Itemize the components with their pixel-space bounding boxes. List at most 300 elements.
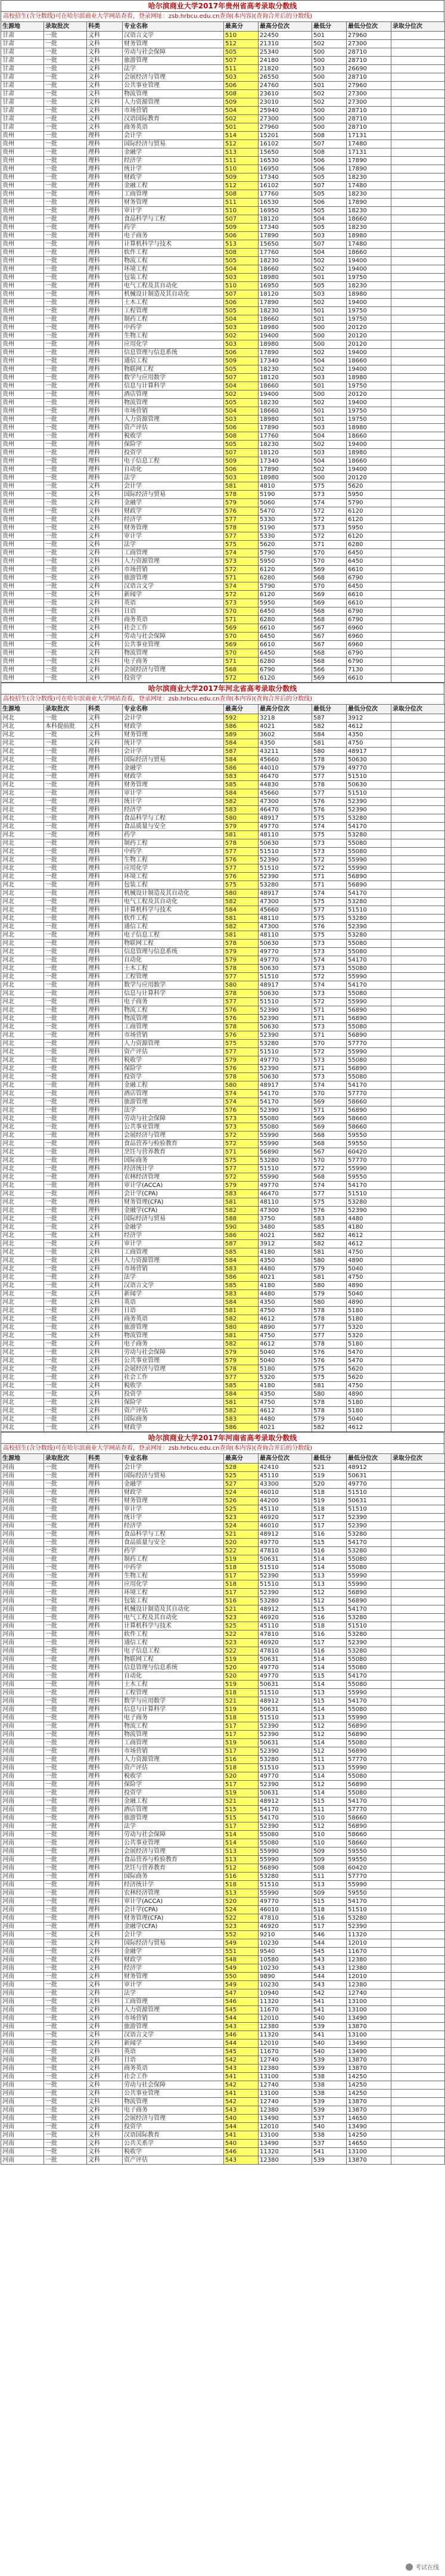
table-cell: 581 bbox=[224, 1198, 259, 1207]
table-cell: 51510 bbox=[347, 1190, 391, 1198]
table-cell: 一批 bbox=[44, 1323, 87, 1332]
table-cell: 一批 bbox=[44, 274, 87, 282]
table-cell: 51510 bbox=[259, 1689, 312, 1697]
table-cell: 544 bbox=[312, 1973, 347, 1981]
table-cell: 579 bbox=[312, 1265, 347, 1273]
table-cell: 507 bbox=[312, 240, 347, 249]
table-cell: 河北 bbox=[1, 1182, 44, 1190]
table-cell: 文科 bbox=[87, 1390, 123, 1399]
table-cell: 文科 bbox=[87, 1365, 123, 1374]
table-row bbox=[1, 2090, 445, 2098]
table-cell: 517 bbox=[224, 1822, 259, 1831]
table-cell: 经济统计学 bbox=[123, 1881, 224, 1889]
table-row bbox=[1, 2014, 445, 2023]
table-cell: 573 bbox=[312, 948, 347, 956]
table-cell: 理科 bbox=[87, 1923, 123, 1931]
table-cell: 571 bbox=[312, 1065, 347, 1073]
table-cell: 5040 bbox=[347, 1265, 391, 1273]
table-cell: 理科 bbox=[87, 1656, 123, 1664]
table-cell: 586 bbox=[224, 1424, 259, 1432]
table-cell: 文科 bbox=[87, 1415, 123, 1424]
table-cell: 503 bbox=[224, 73, 259, 82]
table-cell: 一批 bbox=[44, 1132, 87, 1140]
table-row bbox=[1, 1273, 445, 1282]
table-cell: 甘肃 bbox=[1, 82, 44, 90]
table-cell: 审计学 bbox=[123, 1240, 224, 1248]
table-cell: 河南 bbox=[1, 1847, 44, 1856]
table-cell: 4612 bbox=[347, 1424, 391, 1432]
table-cell: 13100 bbox=[259, 2090, 312, 2098]
table-cell: 一批 bbox=[44, 365, 87, 374]
table-row bbox=[1, 1589, 445, 1597]
table-cell: 524 bbox=[224, 1489, 259, 1497]
table-cell: 583 bbox=[312, 1215, 347, 1223]
table-cell: 55990 bbox=[347, 1580, 391, 1589]
table-cell: 一批 bbox=[44, 1407, 87, 1415]
table-cell bbox=[391, 265, 445, 274]
table-cell: 河北 bbox=[1, 1290, 44, 1298]
table-cell: 505 bbox=[312, 282, 347, 290]
table-cell: 574 bbox=[312, 1081, 347, 1090]
table-cell: 51510 bbox=[259, 1714, 312, 1722]
table-cell: 理科 bbox=[87, 1123, 123, 1132]
table-cell bbox=[391, 165, 445, 173]
table-cell: 理科 bbox=[87, 1714, 123, 1722]
table-cell: 河南 bbox=[1, 2140, 44, 2148]
table-cell: 理科 bbox=[87, 157, 123, 165]
table-cell: 河南 bbox=[1, 1956, 44, 1964]
table-row bbox=[1, 2140, 445, 2148]
table-cell: 一批 bbox=[44, 931, 87, 940]
table-cell bbox=[391, 1332, 445, 1340]
table-cell: 人力资源管理 bbox=[123, 98, 224, 107]
table-cell: 55080 bbox=[347, 1555, 391, 1564]
table-row bbox=[1, 1374, 445, 1382]
table-cell: 河南 bbox=[1, 1989, 44, 1998]
table-row bbox=[1, 1048, 445, 1056]
table-cell: 13100 bbox=[347, 2006, 391, 2014]
table-cell: 一批 bbox=[44, 1664, 87, 1672]
table-cell: 51510 bbox=[259, 1165, 312, 1173]
table-row bbox=[1, 290, 445, 299]
table-cell: 50631 bbox=[259, 1681, 312, 1689]
table-cell: 580 bbox=[312, 748, 347, 756]
table-cell: 理科 bbox=[87, 823, 123, 831]
table-row bbox=[1, 1906, 445, 1914]
table-cell: 一批 bbox=[44, 649, 87, 658]
table-cell: 572 bbox=[224, 1140, 259, 1148]
table-cell: 国际经济与贸易 bbox=[123, 1215, 224, 1223]
table-cell: 522 bbox=[224, 1630, 259, 1639]
table-cell: 河南 bbox=[1, 1622, 44, 1630]
table-cell: 一批 bbox=[44, 1357, 87, 1365]
table-cell: 河北 bbox=[1, 1198, 44, 1207]
table-cell: 566 bbox=[312, 666, 347, 674]
table-cell: 575 bbox=[312, 898, 347, 906]
table-cell bbox=[391, 1480, 445, 1489]
table-cell: 会计学 bbox=[123, 482, 224, 491]
table-cell: 13870 bbox=[347, 2098, 391, 2106]
table-cell bbox=[391, 1939, 445, 1948]
table-cell: 甘肃 bbox=[1, 32, 44, 40]
table-cell: 一批 bbox=[44, 173, 87, 182]
table-cell: 579 bbox=[224, 1349, 259, 1357]
table-cell bbox=[391, 390, 445, 399]
table-cell: 513 bbox=[224, 1889, 259, 1898]
table-cell: 518 bbox=[224, 1580, 259, 1589]
table-cell: 一批 bbox=[44, 940, 87, 948]
column-header: 录取分位次 bbox=[391, 1454, 445, 1464]
table-cell: 河南 bbox=[1, 1973, 44, 1981]
table-cell: 13490 bbox=[347, 2048, 391, 2056]
table-cell: 一批 bbox=[44, 1081, 87, 1090]
table-row bbox=[1, 1265, 445, 1273]
table-cell bbox=[391, 2056, 445, 2064]
table-cell: 金融学(CFA) bbox=[123, 1207, 224, 1215]
table-cell: 食品科学与工程 bbox=[123, 215, 224, 224]
table-cell bbox=[391, 1123, 445, 1132]
table-cell: 581 bbox=[224, 1399, 259, 1407]
table-cell bbox=[391, 1948, 445, 1956]
table-cell: 一批 bbox=[44, 1656, 87, 1664]
table-cell: 理科 bbox=[87, 1681, 123, 1689]
table-cell: 19400 bbox=[347, 441, 391, 449]
table-cell: 生物工程 bbox=[123, 1572, 224, 1580]
table-cell: 经济统计学 bbox=[123, 1165, 224, 1173]
table-cell: 501 bbox=[312, 274, 347, 282]
table-cell: 贵州 bbox=[1, 557, 44, 566]
table-cell: 一批 bbox=[44, 973, 87, 981]
table-cell: 509 bbox=[224, 173, 259, 182]
table-cell: 河北 bbox=[1, 940, 44, 948]
table-cell: 河北 bbox=[1, 806, 44, 814]
table-cell: 523 bbox=[224, 1514, 259, 1522]
table-row bbox=[1, 990, 445, 998]
table-cell: 数学与应用数学 bbox=[123, 374, 224, 382]
table-cell: 自动化 bbox=[123, 956, 224, 965]
table-cell: 理科 bbox=[87, 1148, 123, 1157]
table-cell: 4612 bbox=[347, 723, 391, 731]
table-row bbox=[1, 2106, 445, 2115]
table-cell: 英语 bbox=[123, 1298, 224, 1307]
table-row bbox=[1, 1073, 445, 1081]
table-row bbox=[1, 1530, 445, 1539]
table-cell: 49770 bbox=[259, 1772, 312, 1781]
table-cell: 理科 bbox=[87, 1772, 123, 1781]
table-cell: 理科 bbox=[87, 232, 123, 240]
table-cell: 一批 bbox=[44, 290, 87, 299]
table-cell: 一批 bbox=[44, 641, 87, 649]
table-cell: 一批 bbox=[44, 507, 87, 516]
table-cell: 15201 bbox=[259, 132, 312, 140]
table-cell: 文科 bbox=[87, 2131, 123, 2140]
table-cell bbox=[391, 1722, 445, 1731]
table-cell: 12010 bbox=[259, 2014, 312, 2023]
table-cell: 电子信息工程 bbox=[123, 931, 224, 940]
table-cell: 贵州 bbox=[1, 441, 44, 449]
table-cell: 546 bbox=[224, 2148, 259, 2156]
table-cell: 568 bbox=[312, 607, 347, 616]
table-cell: 6450 bbox=[259, 649, 312, 658]
table-cell: 53280 bbox=[259, 1873, 312, 1881]
table-cell: 理科 bbox=[87, 748, 123, 756]
table-cell: 582 bbox=[224, 798, 259, 806]
table-cell bbox=[391, 1399, 445, 1407]
table-cell: 理科 bbox=[87, 349, 123, 357]
table-cell: 一批 bbox=[44, 1789, 87, 1797]
table-cell: 57770 bbox=[347, 1873, 391, 1881]
table-cell: 一批 bbox=[44, 666, 87, 674]
table-cell: 河北 bbox=[1, 898, 44, 906]
table-cell: 河北 bbox=[1, 1090, 44, 1098]
table-cell: 586 bbox=[224, 1232, 259, 1240]
table-row bbox=[1, 365, 445, 374]
table-row bbox=[1, 1572, 445, 1580]
table-cell: 513 bbox=[312, 1689, 347, 1697]
table-row bbox=[1, 140, 445, 148]
table-cell: 4810 bbox=[259, 482, 312, 491]
table-cell: 14250 bbox=[347, 2131, 391, 2140]
table-cell: 河北 bbox=[1, 1315, 44, 1323]
table-row bbox=[1, 1781, 445, 1789]
table-row bbox=[1, 1399, 445, 1407]
table-cell: 一批 bbox=[44, 856, 87, 864]
table-cell: 517 bbox=[224, 1572, 259, 1580]
table-cell: 541 bbox=[224, 2090, 259, 2098]
table-cell bbox=[391, 232, 445, 240]
table-cell: 一批 bbox=[44, 257, 87, 265]
table-cell bbox=[391, 2048, 445, 2056]
table-cell: 583 bbox=[224, 1290, 259, 1298]
table-cell: 电子商务 bbox=[123, 998, 224, 1006]
table-cell: 理科 bbox=[87, 299, 123, 307]
section-notice: 高校招生(含分数线)可在哈尔滨商业大学网站查看，登录网址：zsb.hrbcu.edu.cn查询(本内容)(查询合并后的分数线) bbox=[1, 1443, 444, 1453]
table-cell: 27300 bbox=[347, 90, 391, 98]
table-cell: 5950 bbox=[347, 524, 391, 532]
table-cell: 53280 bbox=[347, 915, 391, 923]
table-cell: 理科 bbox=[87, 1106, 123, 1115]
table-cell: 贵州 bbox=[1, 182, 44, 190]
table-cell: 一批 bbox=[44, 449, 87, 457]
table-cell: 572 bbox=[312, 998, 347, 1006]
column-header: 最高分位次 bbox=[259, 705, 312, 714]
table-cell: 文科 bbox=[87, 2115, 123, 2123]
table-row bbox=[1, 633, 445, 641]
table-cell: 河南 bbox=[1, 1555, 44, 1564]
table-row bbox=[1, 1015, 445, 1023]
table-cell: 569 bbox=[312, 599, 347, 607]
table-cell bbox=[391, 190, 445, 199]
table-cell: 投资学 bbox=[123, 1390, 224, 1399]
table-cell: 贵州 bbox=[1, 265, 44, 274]
table-row bbox=[1, 1315, 445, 1323]
table-cell: 55990 bbox=[347, 856, 391, 864]
table-cell: 一批 bbox=[44, 823, 87, 831]
table-header-row bbox=[1, 1454, 445, 1464]
column-header: 专业名称 bbox=[123, 22, 224, 32]
table-cell: 一批 bbox=[44, 1580, 87, 1589]
table-cell: 576 bbox=[224, 507, 259, 516]
table-row bbox=[1, 616, 445, 624]
table-cell: 581 bbox=[224, 482, 259, 491]
table-cell: 516 bbox=[312, 1647, 347, 1656]
table-cell: 582 bbox=[224, 1407, 259, 1415]
table-cell: 国际商务 bbox=[123, 1873, 224, 1881]
table-cell: 税收学 bbox=[123, 2148, 224, 2156]
table-cell: 569 bbox=[312, 1123, 347, 1132]
table-cell: 制药工程 bbox=[123, 315, 224, 324]
table-row bbox=[1, 773, 445, 781]
table-cell: 52390 bbox=[259, 1031, 312, 1040]
table-cell: 文科 bbox=[87, 2014, 123, 2023]
table-row bbox=[1, 1747, 445, 1756]
table-cell: 54170 bbox=[259, 1806, 312, 1814]
score-section bbox=[1, 683, 444, 1432]
table-cell: 工程管理 bbox=[123, 973, 224, 981]
table-cell: 一批 bbox=[44, 98, 87, 107]
table-cell: 电子商务 bbox=[123, 1340, 224, 1349]
table-row bbox=[1, 1148, 445, 1157]
table-cell: 578 bbox=[312, 1340, 347, 1349]
table-cell: 28710 bbox=[347, 115, 391, 123]
table-cell: 540 bbox=[312, 2039, 347, 2048]
table-cell: 6120 bbox=[259, 674, 312, 683]
table-cell: 金融工程 bbox=[123, 1081, 224, 1090]
table-cell: 信息管理与信息系统 bbox=[123, 349, 224, 357]
table-cell: 53280 bbox=[347, 931, 391, 940]
table-cell: 河南 bbox=[1, 2123, 44, 2131]
table-cell: 药学 bbox=[123, 224, 224, 232]
table-row bbox=[1, 1115, 445, 1123]
table-cell bbox=[391, 424, 445, 432]
table-row bbox=[1, 557, 445, 566]
table-cell: 一批 bbox=[44, 32, 87, 40]
table-cell: 18660 bbox=[347, 215, 391, 224]
table-row bbox=[1, 390, 445, 399]
table-cell: 土木工程 bbox=[123, 1681, 224, 1689]
table-cell: 河南 bbox=[1, 2156, 44, 2165]
table-row bbox=[1, 482, 445, 491]
table-cell: 电子信息工程 bbox=[123, 457, 224, 466]
table-cell: 一批 bbox=[44, 1839, 87, 1847]
table-cell: 河南 bbox=[1, 1464, 44, 1472]
table-cell: 河南 bbox=[1, 1714, 44, 1722]
table-cell: 55080 bbox=[347, 1023, 391, 1031]
table-cell: 河南 bbox=[1, 2048, 44, 2056]
table-cell: 一批 bbox=[44, 1539, 87, 1547]
table-cell: 574 bbox=[312, 823, 347, 831]
table-cell: 515 bbox=[312, 1672, 347, 1681]
table-row bbox=[1, 457, 445, 466]
table-cell: 公共事业管理 bbox=[123, 1123, 224, 1132]
table-cell: 567 bbox=[312, 624, 347, 633]
table-cell: 食品质量与安全 bbox=[123, 823, 224, 831]
table-cell: 580 bbox=[312, 1257, 347, 1265]
table-cell: 贵州 bbox=[1, 157, 44, 165]
table-cell: 54170 bbox=[347, 1672, 391, 1681]
table-cell: 579 bbox=[224, 1056, 259, 1065]
table-cell: 28710 bbox=[347, 57, 391, 65]
table-cell: 509 bbox=[312, 1889, 347, 1898]
table-cell: 河南 bbox=[1, 1681, 44, 1689]
table-cell: 18230 bbox=[259, 365, 312, 374]
table-cell: 571 bbox=[312, 1006, 347, 1015]
table-cell: 46010 bbox=[259, 1906, 312, 1914]
table-cell: 52390 bbox=[259, 1106, 312, 1115]
table-row bbox=[1, 1215, 445, 1223]
table-cell: 文科 bbox=[87, 607, 123, 616]
table-cell: 517 bbox=[312, 1522, 347, 1530]
table-cell: 572 bbox=[224, 674, 259, 683]
table-row bbox=[1, 2098, 445, 2106]
table-cell: 503 bbox=[312, 232, 347, 240]
table-cell: 58660 bbox=[347, 1831, 391, 1839]
table-cell: 审计学 bbox=[123, 1505, 224, 1514]
table-cell bbox=[391, 714, 445, 723]
table-cell: 13870 bbox=[347, 2156, 391, 2165]
table-cell: 17340 bbox=[259, 224, 312, 232]
table-cell: 6790 bbox=[347, 574, 391, 582]
table-cell: 50631 bbox=[259, 1739, 312, 1747]
table-cell: 519 bbox=[224, 1739, 259, 1747]
table-cell: 文科 bbox=[87, 1357, 123, 1365]
table-cell: 一批 bbox=[44, 1555, 87, 1564]
table-cell: 4890 bbox=[259, 1323, 312, 1332]
table-cell: 贵州 bbox=[1, 674, 44, 683]
table-row bbox=[1, 1964, 445, 1973]
table-cell: 54170 bbox=[259, 1814, 312, 1822]
table-cell: 中药学 bbox=[123, 848, 224, 856]
table-cell: 经济学 bbox=[123, 806, 224, 814]
table-cell: 一批 bbox=[44, 1415, 87, 1424]
table-cell: 理科 bbox=[87, 1555, 123, 1564]
table-cell: 一批 bbox=[44, 2039, 87, 2048]
table-cell: 51510 bbox=[259, 1048, 312, 1056]
table-cell bbox=[391, 898, 445, 906]
table-cell: 47300 bbox=[259, 923, 312, 931]
table-cell: 519 bbox=[224, 1706, 259, 1714]
table-cell: 文科 bbox=[87, 591, 123, 599]
table-cell: 一批 bbox=[44, 1273, 87, 1282]
table-cell: 一批 bbox=[44, 2098, 87, 2106]
table-cell: 电气工程及其自动化 bbox=[123, 898, 224, 906]
table-cell: 506 bbox=[224, 299, 259, 307]
table-cell: 河北 bbox=[1, 1123, 44, 1132]
table-cell: 公共事业管理 bbox=[123, 1357, 224, 1365]
table-cell: 河南 bbox=[1, 2023, 44, 2031]
table-cell: 585 bbox=[224, 781, 259, 789]
table-cell: 541 bbox=[224, 2073, 259, 2081]
table-cell: 52390 bbox=[347, 1207, 391, 1215]
table-cell: 10230 bbox=[259, 1939, 312, 1948]
table-cell: 一批 bbox=[44, 1831, 87, 1839]
table-cell: 510 bbox=[312, 1831, 347, 1839]
table-cell: 文科 bbox=[87, 1215, 123, 1223]
table-cell: 51510 bbox=[259, 1764, 312, 1772]
table-cell: 土木工程 bbox=[123, 965, 224, 973]
column-header: 最高分位次 bbox=[259, 1454, 312, 1464]
table-cell: 578 bbox=[224, 1073, 259, 1081]
table-cell: 50630 bbox=[259, 1023, 312, 1031]
table-cell: 568 bbox=[224, 666, 259, 674]
table-cell: 一批 bbox=[44, 466, 87, 474]
table-row bbox=[1, 466, 445, 474]
table-row bbox=[1, 1065, 445, 1073]
table-cell: 税收学 bbox=[123, 1382, 224, 1390]
table-row bbox=[1, 232, 445, 240]
table-cell bbox=[391, 73, 445, 82]
table-cell: 人力资源管理 bbox=[123, 1040, 224, 1048]
